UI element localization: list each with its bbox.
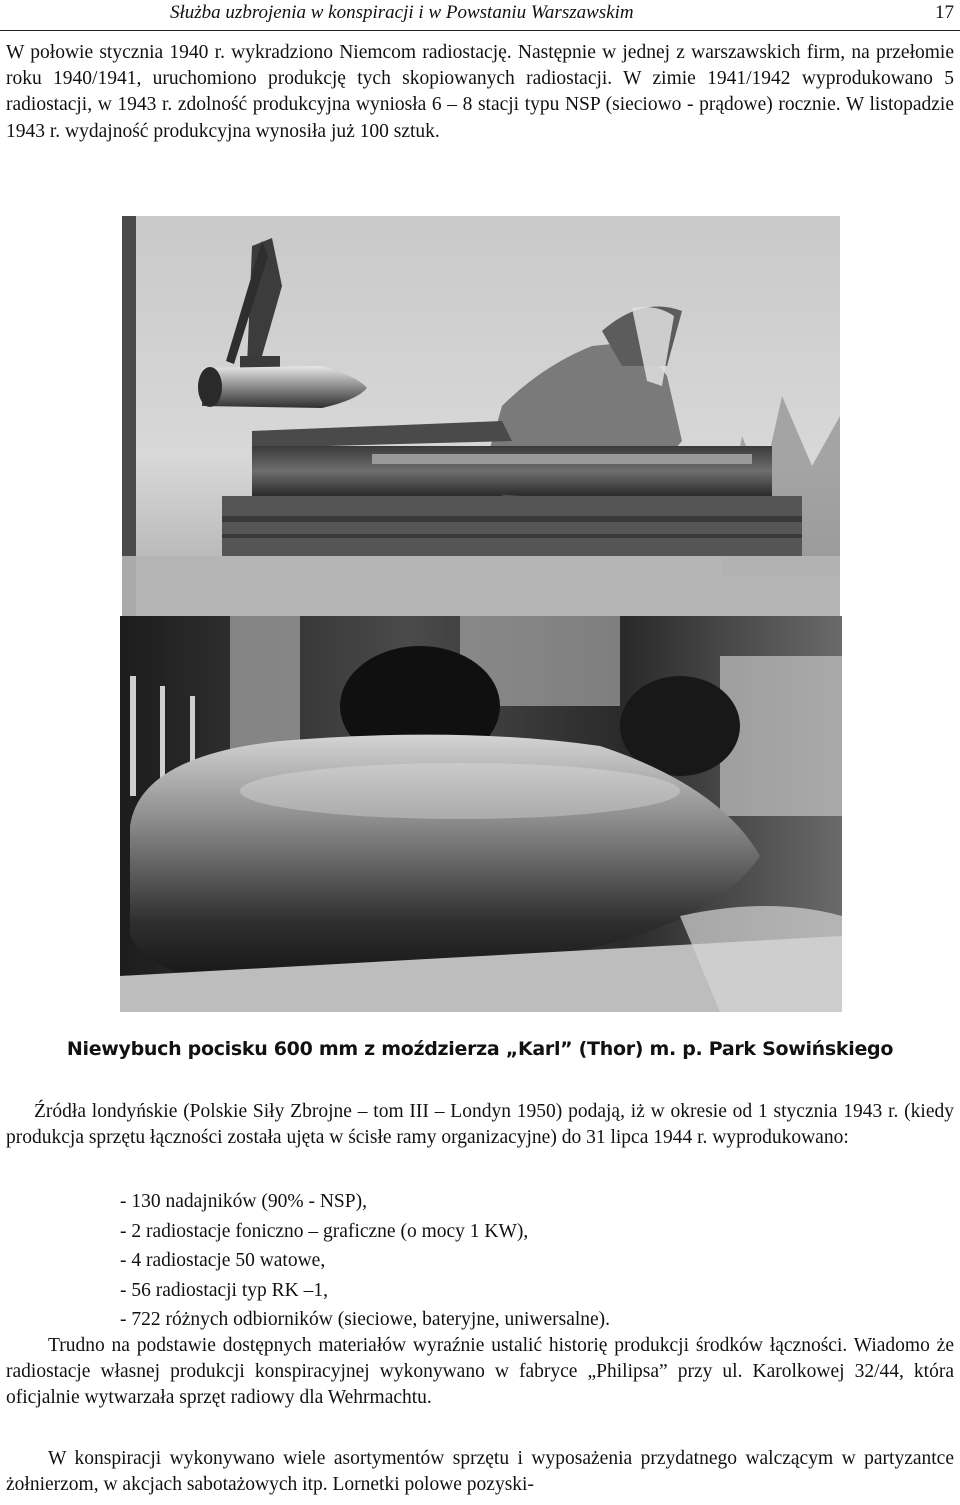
list-item: - 130 nadajników (90% - NSP), [120, 1191, 367, 1212]
paragraph-philips-factory: Trudno na podstawie dostępnych materiałów wyraźnie ustalić historię produkcji środków łączności. Wiadomo że radiostacje własnej produkcji konspiracyjnej wykonywano w fabryce „Philipsa” przy ul. Karolkowej 32/44, która oficjalnie wytwarzała sprzęt radiowy dla Wehrmachtu. [6, 1335, 954, 1409]
list-item: - 722 różnych odbiorników (sieciowe, bateryjne, uniwersalne). [120, 1309, 611, 1330]
running-header [0, 0, 960, 31]
photo-mortar-karl [122, 216, 840, 618]
production-list [120, 1187, 610, 1335]
list-item: - 56 radiostacji typ RK –1, [120, 1279, 328, 1301]
list-item: - 4 radiostacje 50 watowe, [120, 1250, 326, 1271]
page-number: 17 [935, 2, 954, 23]
photo-caption: Niewybuch pocisku 600 mm z moździerza „Karl” (Thor) m. p. Park Sowińskiego [66, 1038, 894, 1060]
paragraph-radio-production: W połowie stycznia 1940 r. wykradziono Niemcom radiostację. Następnie w jednej z warszawskich firm, na przełomie roku 1940/1941, uruchomiono produkcję tych skopiowanych radiostacji. W zimie 1941/1942 wyprodukowano 5 radiostacji, w 1943 r. zdolność produkcyjna wyniosła 6 – 8 stacji typu NSP (sieciowo - prądowe) rocznie. W listopadzie 1943 r. wydajność produkcyjna wynosiła już 100 sztuk. [6, 42, 954, 142]
paragraph-conspiracy-equipment: W konspiracji wykonywano wiele asortymentów sprzętu i wyposażenia przydatnego walczącym w partyzantce żołnierzom, w akcjach sabotażowych itp. Lornetki polowe pozyski- [6, 1448, 954, 1496]
running-header-title: Służba uzbrojenia w konspiracji i w Powstaniu Warszawskim [170, 2, 634, 23]
photo-unexploded-shell [120, 616, 842, 1012]
paragraph-london-sources: Źródła londyńskie (Polskie Siły Zbrojne – tom III – Londyn 1950) podają, iż w okresie od 1 stycznia 1943 r. (kiedy produkcja sprzętu łączności została ujęta w ścisłe ramy organizacyjne) do 31 lipca 1944 r. wyprodukowano: [6, 1101, 954, 1149]
list-item: - 2 radiostacje foniczno – graficzne (o mocy 1 KW), [120, 1220, 529, 1242]
